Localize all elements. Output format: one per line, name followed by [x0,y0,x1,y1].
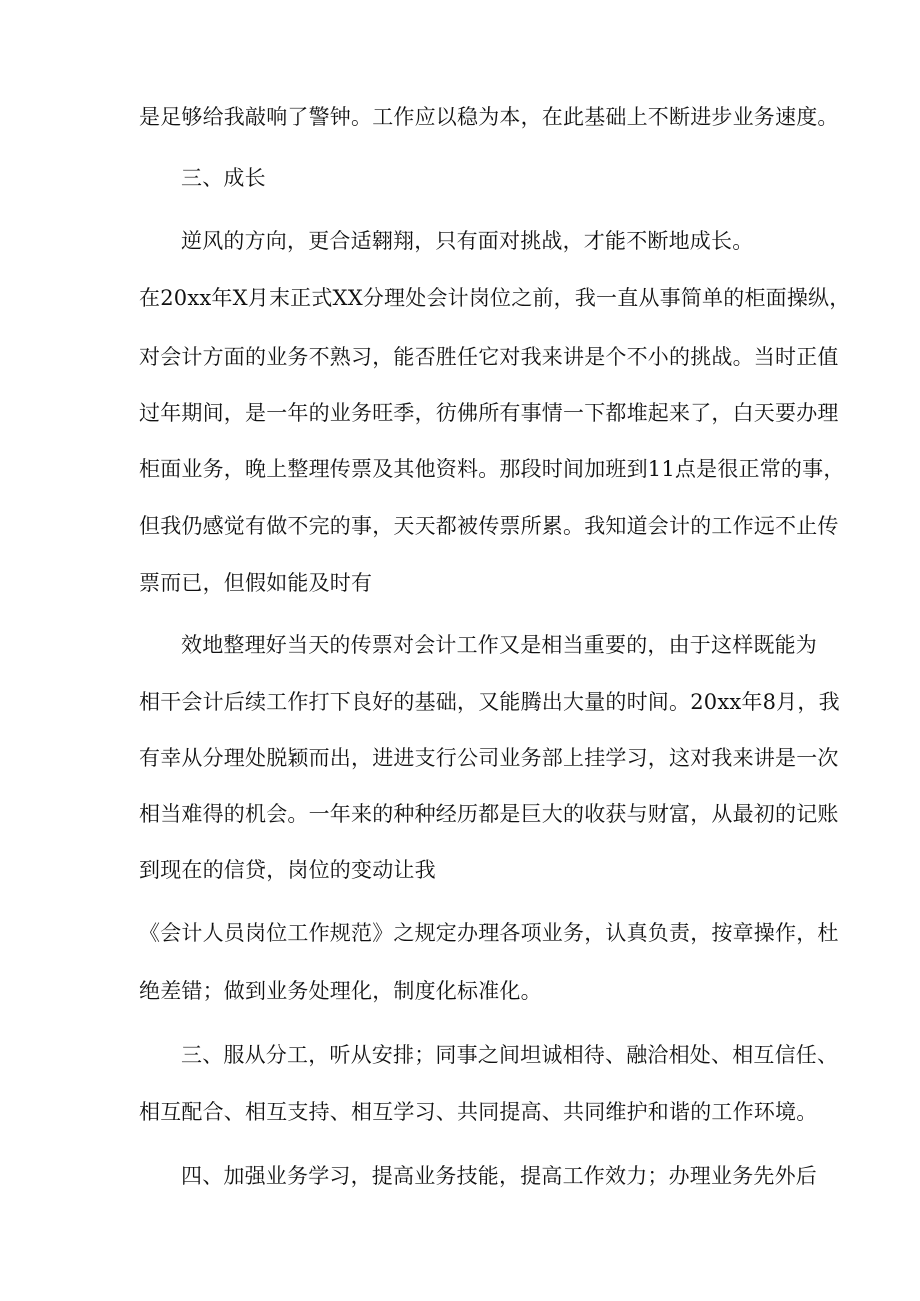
text-line-18: 相互配合、相互支持、相互学习、共同提高、共同维护和谐的工作环境。 [139,1100,818,1124]
text-line-15: 《会计人员岗位工作规范》之规定办理各项业务，认真负责，按章操作，杜 [139,921,839,945]
text-line-12: 有幸从分理处脱颖而出，进进支行公司业务部上挂学习，这对我来讲是一次 [139,746,839,770]
text-line-3: 逆风的方向，更合适翱翔，只有面对挑战，才能不断地成长。 [181,229,754,253]
section-item-four: 四、加强业务学习，提高业务技能，提高工作效力；办理业务先外后 [181,1164,817,1188]
text-line-1: 是足够给我敲响了警钟。工作应以稳为本，在此基础上不断进步业务速度。 [139,105,839,129]
section-heading-growth: 三、成长 [181,166,266,190]
section-item-three: 三、服从分工，听从安排；同事之间坦诚相待、融洽相处、相互信任、 [181,1043,839,1067]
text-line-6: 过年期间，是一年的业务旺季，彷佛所有事情一下都堆起来了，白天要办理 [139,401,839,425]
text-line-4: 在20xx年X月末正式XX分理处会计岗位之前，我一直从事简单的柜面操纵， [139,286,851,310]
text-line-10: 效地整理好当天的传票对会计工作又是相当重要的，由于这样既能为 [181,633,817,657]
text-line-13: 相当难得的机会。一年来的种种经历都是巨大的收获与财富，从最初的记账 [139,802,839,826]
text-line-7: 柜面业务，晚上整理传票及其他资料。那段时间加班到11点是很正常的事， [139,457,845,481]
text-line-16: 绝差错；做到业务处理化，制度化标准化。 [139,979,542,1003]
text-line-9: 票而已，但假如能及时有 [139,571,373,595]
text-line-14: 到现在的信贷，岗位的变动让我 [139,858,436,882]
text-line-11: 相干会计后续工作打下良好的基础，又能腾出大量的时间。20xx年8月，我 [139,690,840,714]
text-line-8: 但我仍感觉有做不完的事，天天都被传票所累。我知道会计的工作远不止传 [139,514,839,538]
text-line-5: 对会计方面的业务不熟习，能否胜任它对我来讲是个不小的挑战。当时正值 [139,345,839,369]
